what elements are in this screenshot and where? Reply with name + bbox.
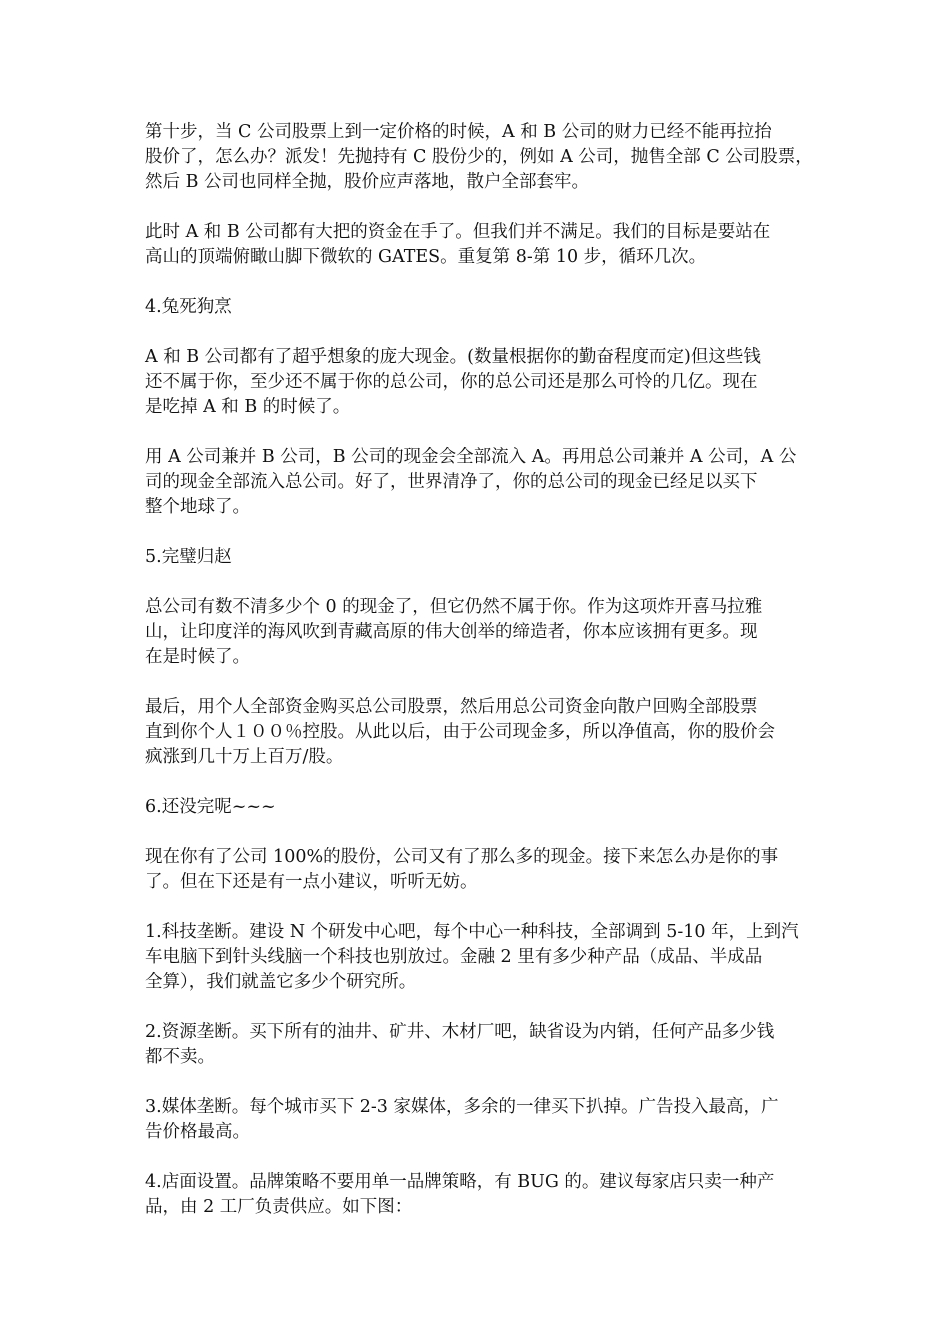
text-line: 3.媒体垄断。每个城市买下 2-3 家媒体，多余的一律买下扒掉。广告投入最高，广 [145,1097,779,1117]
text-line: 6.还没完呢~~~ [145,797,276,817]
text-line: 直到你个人１００％控股。从此以后，由于公司现金多，所以净值高，你的股价会 [145,722,775,742]
text-line: 还不属于你，至少还不属于你的总公司，你的总公司还是那么可怜的几亿。现在 [145,372,758,392]
paragraph [145,345,810,420]
section-heading [145,545,810,570]
text-line: 车电脑下到针头线脑一个科技也别放过。金融 2 里有多少种产品（成品、半成品 [145,947,763,967]
text-line: 是吃掉 A 和 B 的时候了。 [145,397,351,417]
text-line: 1.科技垄断。建设 N 个研发中心吧，每个中心一种科技，全部调到 5-10 年，上到汽 [145,922,799,942]
paragraph [145,695,810,770]
section-heading [145,295,810,320]
document-body [145,120,813,1245]
text-line: 第十步，当 C 公司股票上到一定价格的时候，A 和 B 公司的财力已经不能再拉抬 [145,122,772,142]
paragraph [145,220,810,270]
text-line: 疯涨到几十万上百万/股。 [145,747,344,767]
paragraph [145,845,810,895]
text-line: 股价了，怎么办？派发！先抛持有 C 股份少的，例如 A 公司，抛售全部 C 公司股票， [145,147,813,167]
text-line: 4.兔死狗烹 [145,297,232,317]
text-line: 告价格最高。 [145,1122,250,1142]
text-line: 品，由 2 工厂负责供应。如下图： [145,1197,413,1217]
text-line: 整个地球了。 [145,497,250,517]
paragraph [145,445,810,520]
paragraph [145,1095,810,1145]
paragraph [145,595,810,670]
text-line: 山，让印度洋的海风吹到青藏高原的伟大创举的缔造者，你本应该拥有更多。现 [145,622,758,642]
text-line: 都不卖。 [145,1047,215,1067]
section-heading [145,795,810,820]
text-line: 用 A 公司兼并 B 公司，B 公司的现金会全部流入 A。再用总公司兼并 A 公司，A 公 [145,447,797,467]
text-line: 4.店面设置。品牌策略不要用单一品牌策略，有 BUG 的。建议每家店只卖一种产 [145,1172,775,1192]
text-line: 此时 A 和 B 公司都有大把的资金在手了。但我们并不满足。我们的目标是要站在 [145,222,771,242]
text-line: 高山的顶端俯瞰山脚下微软的 GATES。重复第 8-第 10 步，循环几次。 [145,247,707,267]
text-line: 总公司有数不清多少个 0 的现金了，但它仍然不属于你。作为这项炸开喜马拉雅 [145,597,763,617]
text-line: 2.资源垄断。买下所有的油井、矿井、木材厂吧，缺省设为内销，任何产品多少钱 [145,1022,775,1042]
paragraph [145,920,810,995]
text-line: 司的现金全部流入总公司。好了，世界清净了，你的总公司的现金已经足以买下 [145,472,758,492]
text-line: 5.完璧归赵 [145,547,232,567]
text-line: 然后 B 公司也同样全抛，股价应声落地，散户全部套牢。 [145,172,589,192]
text-line: 了。但在下还是有一点小建议，听听无妨。 [145,872,478,892]
text-line: 最后，用个人全部资金购买总公司股票，然后用总公司资金向散户回购全部股票 [145,697,758,717]
text-line: 现在你有了公司 100%的股份，公司又有了那么多的现金。接下来怎么办是你的事 [145,847,779,867]
text-line: 全算），我们就盖它多少个研究所。 [145,972,417,992]
paragraph [145,1170,810,1220]
paragraph [145,1020,810,1070]
text-line: 在是时候了。 [145,647,250,667]
text-line: A 和 B 公司都有了超乎想象的庞大现金。(数量根据你的勤奋程度而定)但这些钱 [145,347,761,367]
paragraph [145,120,813,195]
